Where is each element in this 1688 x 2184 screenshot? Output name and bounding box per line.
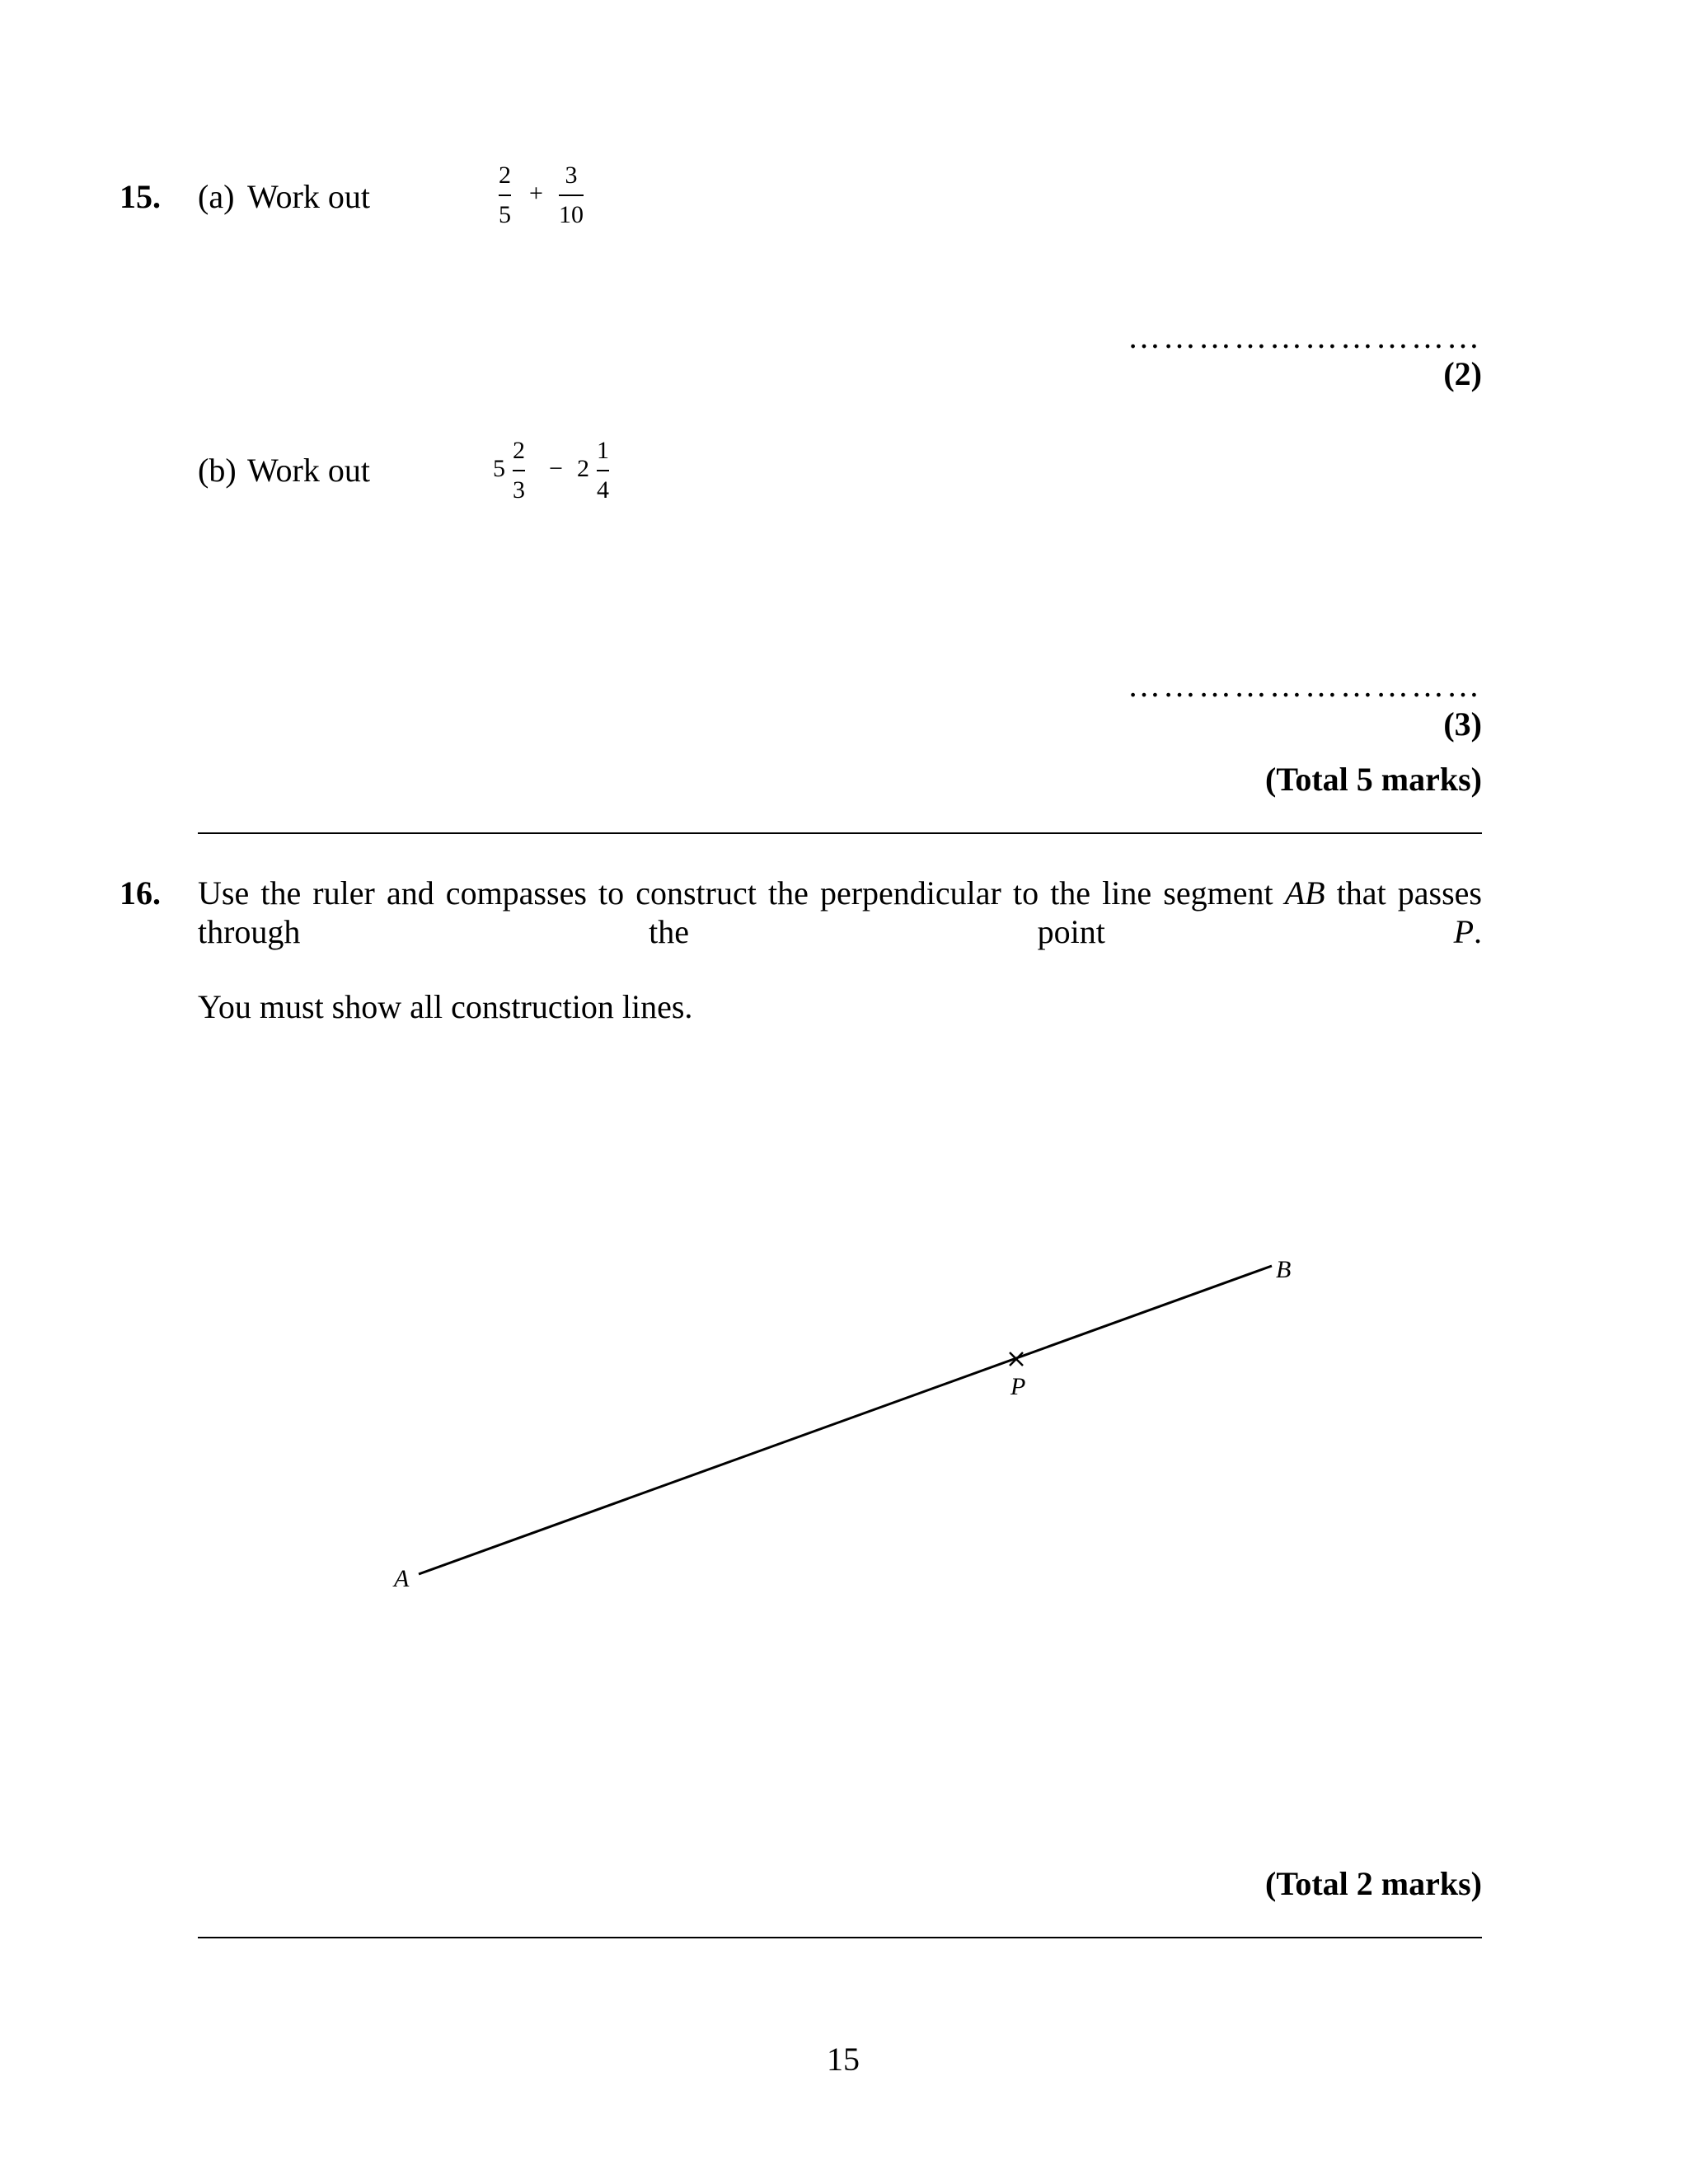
q15a-instruction: Work out bbox=[247, 178, 370, 215]
q15b-operator: − bbox=[549, 455, 563, 482]
q15b-whole-2: 2 bbox=[577, 455, 589, 482]
q15b-marks: (3) bbox=[1443, 705, 1482, 743]
q16-text-p: P bbox=[1453, 913, 1474, 950]
q16-text-part-1: Use the ruler and compasses to construct the perpendicular to the line segment bbox=[198, 874, 1285, 912]
q16-total-marks: (Total 2 marks) bbox=[1265, 1865, 1482, 1902]
question-16-number: 16. bbox=[120, 874, 161, 912]
numerator: 1 bbox=[597, 437, 609, 464]
q16-text-end: . bbox=[1474, 913, 1482, 950]
q15b-instruction: Work out bbox=[247, 452, 370, 489]
q16-instruction: You must show all construction lines. bbox=[198, 988, 693, 1025]
numerator: 2 bbox=[499, 162, 511, 189]
q16-text-part-2: that passes through the point bbox=[198, 874, 1483, 950]
denominator: 5 bbox=[499, 201, 511, 228]
q15b-answer-line[interactable]: ………………………… bbox=[1128, 667, 1482, 704]
denominator: 4 bbox=[597, 476, 609, 504]
q15a-label: (a) bbox=[198, 178, 235, 215]
q15a-operator: + bbox=[529, 180, 543, 207]
numerator: 2 bbox=[513, 437, 525, 464]
q15b-label: (b) bbox=[198, 452, 237, 489]
q15b-whole-1: 5 bbox=[493, 455, 505, 482]
denominator: 10 bbox=[559, 201, 584, 228]
question-15-number: 15. bbox=[120, 178, 161, 215]
q15a-answer-line[interactable]: ………………………… bbox=[1128, 318, 1482, 355]
denominator: 3 bbox=[513, 476, 525, 504]
label-a: A bbox=[394, 1565, 410, 1592]
page-number: 15 bbox=[827, 2041, 860, 2078]
section-divider bbox=[198, 1937, 1482, 1938]
label-p: P bbox=[1010, 1373, 1026, 1400]
label-b: B bbox=[1276, 1256, 1292, 1283]
numerator: 3 bbox=[565, 162, 578, 189]
q15a-marks: (2) bbox=[1443, 355, 1482, 392]
q16-text-ab: AB bbox=[1284, 874, 1325, 912]
line-segment-ab[interactable] bbox=[419, 1266, 1272, 1574]
q15-total-marks: (Total 5 marks) bbox=[1265, 761, 1482, 798]
